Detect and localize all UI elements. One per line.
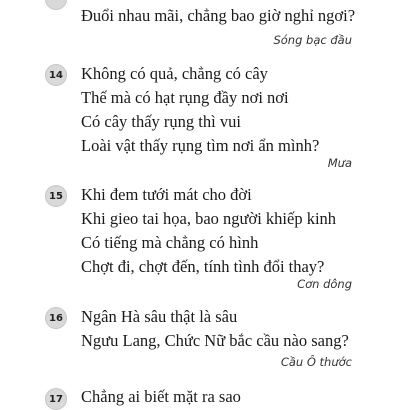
riddle-14-line-4: Loài vật thấy rụng tìm nơi ẩn mình? (81, 136, 320, 155)
riddle-16-answer: Cầu Ô thước (280, 355, 352, 369)
riddle-13-line-1: Đuổi nhau mãi, chẳng bao giờ nghỉ ngơi? (81, 6, 356, 25)
riddle-15-line-3: Có tiếng mà chẳng có hình (81, 233, 259, 252)
riddle-15-line-4: Chợt đi, chợt đến, tính tình đổi thay? (81, 257, 325, 276)
riddle-14-line-3: Có cây thấy rụng thì vui (81, 112, 241, 131)
riddle-16-line-1: Ngân Hà sâu thật là sâu (81, 307, 238, 326)
riddle-17-line-1: Chẳng ai biết mặt ra sao (81, 387, 241, 406)
riddle-14-line-1: Không có quả, chẳng có cây (81, 64, 268, 83)
riddle-number-badge (45, 0, 67, 10)
riddle-15-answer: Cơn dông (297, 277, 352, 291)
riddle-15-line-1: Khi đem tưới mát cho đời (81, 185, 252, 204)
riddle-14-number: 14 (45, 64, 67, 86)
riddle-17-number: 17 (45, 388, 67, 410)
riddle-14-answer: Mưa (327, 156, 352, 170)
riddle-16-line-2: Ngưu Lang, Chức Nữ bắc cầu nào sang? (81, 331, 349, 350)
riddle-13-answer: Sóng bạc đầu (273, 33, 352, 47)
riddle-14-line-2: Thế mà có hạt rụng đầy nơi nơi (81, 88, 289, 107)
riddle-15-number: 15 (45, 185, 67, 207)
riddle-15-line-2: Khi gieo tai họa, bao người khiếp kinh (81, 209, 337, 228)
riddle-16-number: 16 (45, 307, 67, 329)
